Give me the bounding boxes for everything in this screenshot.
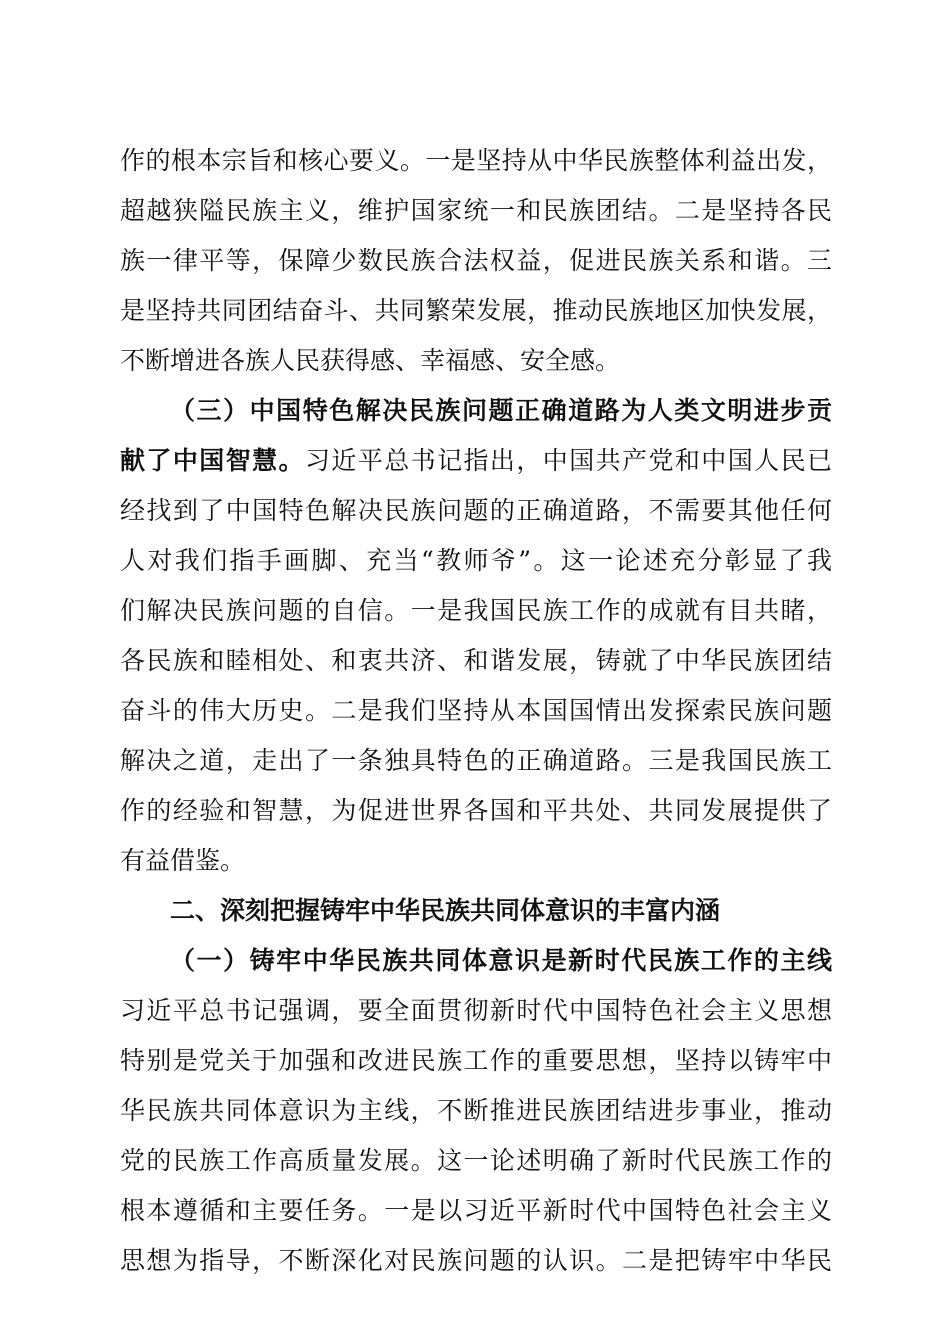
paragraph-line: 不断增进各族人民获得感、幸福感、安全感。 bbox=[120, 346, 621, 375]
section-heading: （三）中国特色解决民族问题正确道路为人类文明进步贡 bbox=[170, 396, 832, 425]
paragraph-line: 党的民族工作高质量发展。这一论述明确了新时代民族工作的 bbox=[120, 1146, 832, 1175]
paragraph-line: 各民族和睦相处、和衷共济、和谐发展，铸就了中华民族团结 bbox=[120, 646, 832, 675]
paragraph-line: 有益借鉴。 bbox=[120, 846, 246, 875]
paragraph-line: 奋斗的伟大历史。二是我们坚持从本国国情出发探索民族问题 bbox=[120, 696, 832, 725]
paragraph-line: 经找到了中国特色解决民族问题的正确道路，不需要其他任何 bbox=[120, 496, 832, 525]
paragraph-line: 族一律平等，保障少数民族合法权益，促进民族关系和谐。三 bbox=[120, 246, 832, 275]
paragraph-line: 解决之道，走出了一条独具特色的正确道路。三是我国民族工 bbox=[120, 746, 832, 775]
paragraph-line: 思想为指导，不断深化对民族问题的认识。二是把铸牢中华民 bbox=[120, 1246, 832, 1275]
subsection-heading: （一）铸牢中华民族共同体意识是新时代民族工作的主线 bbox=[170, 946, 832, 975]
paragraph-line: 是坚持共同团结奋斗、共同繁荣发展，推动民族地区加快发展， bbox=[120, 296, 832, 325]
paragraph-line: 作的根本宗旨和核心要义。一是坚持从中华民族整体利益出发， bbox=[120, 146, 832, 175]
paragraph-line: 超越狭隘民族主义，维护国家统一和民族团结。二是坚持各民 bbox=[120, 196, 832, 225]
paragraph-line bbox=[120, 441, 832, 481]
paragraph-line: 作的经验和智慧，为促进世界各国和平共处、共同发展提供了 bbox=[120, 796, 832, 825]
paragraph-line: 华民族共同体意识为主线，不断推进民族团结进步事业，推动 bbox=[120, 1096, 832, 1125]
section-heading-continued: 献了中国智慧。 bbox=[120, 446, 305, 475]
paragraph-line: 习近平总书记强调，要全面贯彻新时代中国特色社会主义思想 bbox=[120, 996, 832, 1025]
paragraph-line: 特别是党关于加强和改进民族工作的重要思想，坚持以铸牢中 bbox=[120, 1046, 832, 1075]
part-title: 二、深刻把握铸牢中华民族共同体意识的丰富内涵 bbox=[170, 896, 721, 925]
paragraph-text: 习近平总书记指出，中国共产党和中国人民已 bbox=[304, 446, 832, 475]
paragraph-line: 们解决民族问题的自信。一是我国民族工作的成就有目共睹， bbox=[120, 596, 832, 625]
paragraph-line: 根本遵循和主要任务。一是以习近平新时代中国特色社会主义 bbox=[120, 1196, 832, 1225]
paragraph-line: 人对我们指手画脚、充当“教师爷”。这一论述充分彰显了我 bbox=[120, 546, 832, 575]
